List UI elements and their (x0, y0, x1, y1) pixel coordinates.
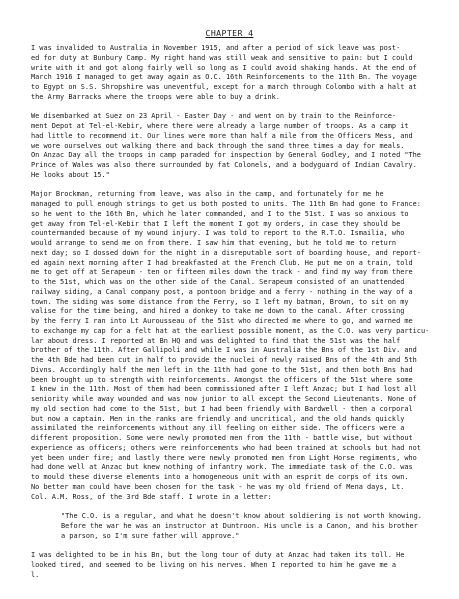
text-line: We disembarked at Suez on 23 April - Easter Day - and went on by train to the Reinforce- (31, 112, 397, 121)
text-line: by the ferry I ran into Lt Aurousseau of the 51st who directed me where to go, and warned me (31, 317, 413, 325)
text-line: assimilated the reinforcements without any ill feeling on either side. The officers were a (31, 424, 405, 433)
text-line: looked tired, and seemed to be living on his nerves. When I reported to him he gave me a (31, 560, 397, 569)
text-line: I knew in the 11th. Most of them had been commissioned after I left Anzac; but I had lost all (31, 385, 417, 394)
text-line: brother of the 11th. After Gallipoli and while I was in Australia the Bns of the 1st Div. and (31, 346, 417, 355)
text-line: so he went to the 16th Bn, which he later commanded, and I to the 51st. I was so anxious to (31, 209, 409, 218)
text-line: different proposition. Some were newly promoted men from the 11th - battle wise, but without (31, 434, 413, 442)
text-line: to Egypt on S.S. Shropshire was uneventful, except for a march through Colombo with a halt at (31, 83, 417, 91)
text-line: seniority while away wounded and was now junior to all except the Second Lieutenants. None of (31, 395, 417, 403)
text-line: l. (31, 570, 40, 579)
text-line: Major Brockman, returning from leave, was also in the camp, and fortunately for me he (31, 190, 384, 199)
text-line: managed to pull enough strings to get us both posted to units. The 11th Bn had gone to France: (31, 200, 421, 208)
text-line: valise for the time being, and hired a donkey to take me down to the canal. After crossing (31, 307, 405, 316)
text-line: Prince of Wales was also there surrounded by fat Colonels, and a bodyguard of Indian Cavalry. (31, 161, 417, 169)
paragraph-gap (31, 181, 443, 191)
text-line: March 1916 I managed to get away again as O.C. 16th Reinforcements to the 11th Bn. The voyage (31, 73, 417, 82)
text-line: Before the war he was an instructor at Duntroon. His uncle is a Canon, and his brother (61, 521, 418, 530)
text-line: next day; so I dossed down for the night in a disreputable sort of boarding house, and report- (31, 248, 421, 257)
paragraph (31, 190, 443, 502)
quoted-letter (61, 512, 441, 541)
text-line: "The C.O. is a regular, and what he doesn't know about soldiering is not worth knowing. (61, 512, 422, 520)
text-line: to the 51st, which was on the other side of the Canal. Serapeum consisted of an unattended (31, 278, 405, 286)
text-line: get away from Tel-el-Kebir that I left the moment I got my orders, in case they should be (31, 219, 401, 228)
body-text (31, 44, 443, 580)
text-line: I was invalided to Australia in November 1915, and after a period of sick leave was post- (31, 44, 401, 52)
paragraph-gap (31, 502, 443, 512)
paragraph (31, 44, 443, 103)
text-line: No better man could have been chosen for the task - he was my old friend of Mena days, Lt. (31, 482, 405, 491)
text-line: Col. A.M. Ross, of the 3rd Bde staff. I wrote in a letter: (31, 492, 272, 501)
text-line: to mould these diverse elements into a homogeneous unit with an esprit de corps of its own. (31, 473, 409, 481)
text-line: experience as officers; others were reinforcements who had been trained at schools but had not (31, 443, 421, 452)
text-line: been brought up to strength with reinforcements. Amongst the officers of the 51st where some (31, 375, 413, 384)
text-line: Divns. Accordingly half the men left in the 11th had gone to the 51st, and then both Bns had (31, 365, 413, 374)
text-line: my old section had come to the 51st, but I had been friendly with Bardwell - then a corporal (31, 404, 413, 413)
text-line: town. The siding was some distance from the Ferry, so I left my batman, Brown, to sit on my (31, 297, 409, 306)
text-line: but now a captain. Men in the ranks are friendly and uncritical, and the old hands quickly (31, 414, 405, 423)
chapter-heading: CHAPTER 4 (205, 28, 254, 38)
paragraph (31, 112, 443, 180)
text-line: ed again next morning after I had breakfasted at the French Club. He put me on a train, told (31, 258, 413, 267)
text-line: countermanded because of my wound injury. I was told to report to the R.T.O. Ismailia, who (31, 229, 405, 238)
text-line: had little to recommend it. Our lines were more than half a mile from the Officers Mess, and (31, 131, 413, 140)
text-line: ed for duty at Bunbury Camp. My right hand was still weak and sensitive to pain: but I could (31, 53, 413, 62)
text-line: I was delighted to be in his Bn, but the long tour of duty at Anzac had taken its toll. He (31, 551, 405, 559)
text-line: yet been under fire; and lastly there were newly promoted men from Light Horse regiments, who (31, 453, 417, 462)
text-line: had done well at Anzac but knew nothing of infantry work. The immediate task of the C.O. was (31, 463, 413, 472)
text-line: the 4th Bde had been cut in half to provide the nuclei of newly raised Bns of the 4th and 5th (31, 356, 417, 364)
text-line: lar about dress. I reported at Bn HQ and was delighted to find that the 51st was the half (31, 336, 401, 345)
text-line: the Army Barracks where the troops were able to buy a drink. (31, 92, 280, 101)
text-line: He looks about 15." (31, 170, 110, 179)
paragraph (31, 551, 443, 580)
paragraph-gap (31, 103, 443, 113)
text-line: me to get off at Serapeum - ten or fifteen miles down the track - and find my way from there (31, 268, 413, 277)
text-line: ment Depot at Tel-el-Kebir, where there were already a large number of troops. As a camp it (31, 122, 409, 130)
text-line: On Anzac Day all the troops in camp paraded for inspection by General Godley, and I noted "The (31, 151, 421, 160)
text-line: railway siding, a Canal company post, a pontoon bridge and a ferry - nothing in the way of a (31, 287, 413, 296)
text-line: a parson, so I'm sure father will approve." (61, 531, 240, 540)
text-line: we wore ourselves out walking there and back through the sand three times a day for meals. (31, 141, 405, 150)
paragraph-gap (31, 541, 443, 551)
text-line: would arrange to send me on from there. I saw him that evening, but he told me to return (31, 239, 397, 247)
text-line: write with it and got along fairly well so long as I could avoid shaking hands. At the end of (31, 63, 417, 72)
text-line: to exchange my cap for a felt hat at the earliest possible moment, as the C.O. was very particu- (31, 326, 430, 335)
